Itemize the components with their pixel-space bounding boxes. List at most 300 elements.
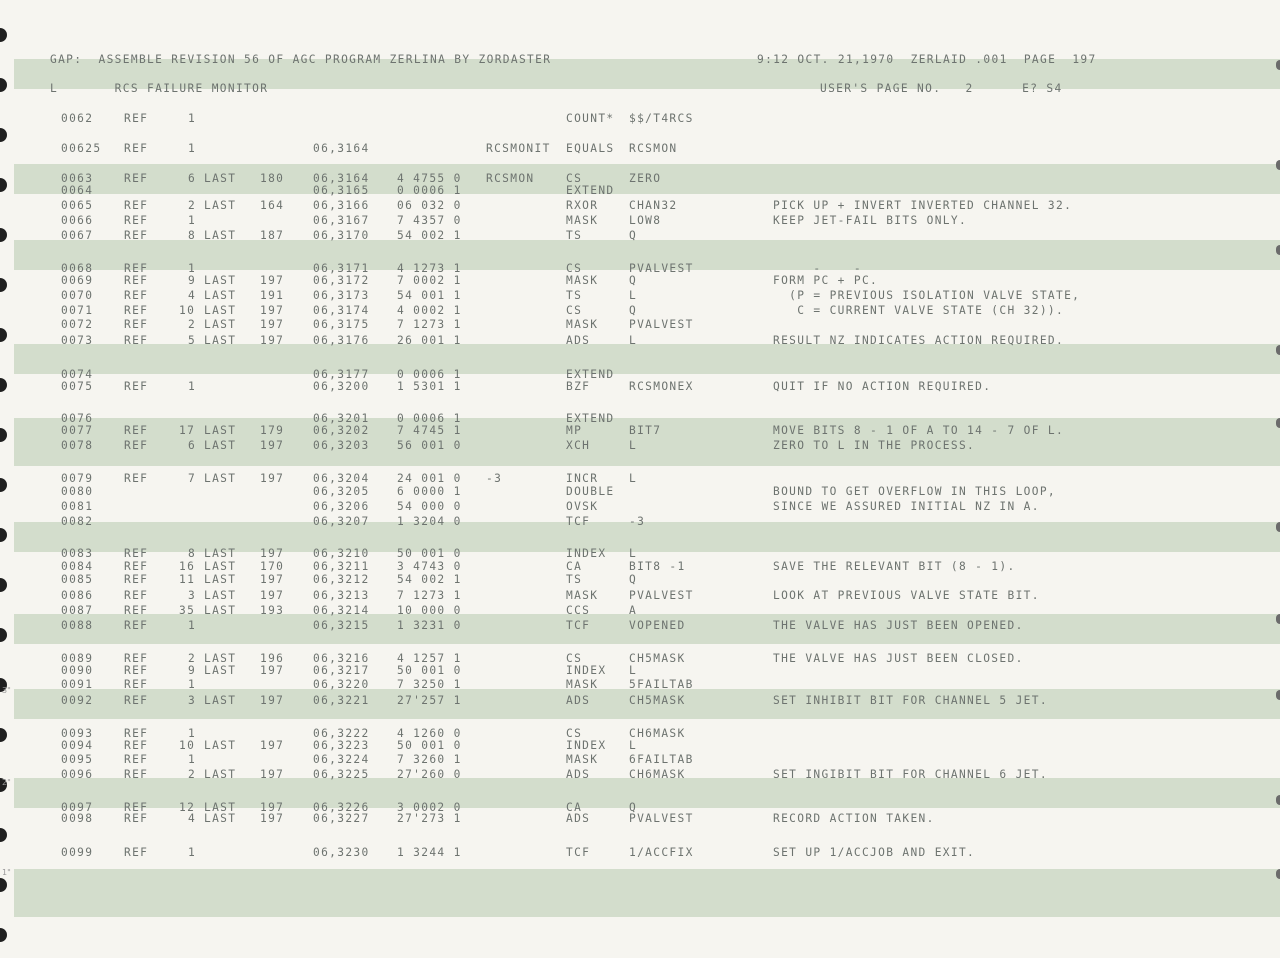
listing-op: TCF <box>566 846 591 859</box>
green-bar-band <box>14 344 1280 374</box>
listing-loc: 0070 <box>61 289 94 302</box>
listing-word: 0 0006 1 <box>397 368 462 381</box>
listing-word: 54 000 0 <box>397 500 462 513</box>
listing-addr: 06,3222 <box>313 727 370 740</box>
listing-op: EXTEND <box>566 412 615 425</box>
listing-comment: THE VALVE HAS JUST BEEN CLOSED. <box>773 652 1024 665</box>
listing-ref: REF <box>124 229 149 242</box>
listing-ref: REF <box>124 801 149 814</box>
listing-refn: 2 <box>188 768 197 781</box>
listing-op: MASK <box>566 589 599 602</box>
listing-label: RCSMONIT <box>486 142 551 155</box>
listing-word: 06 032 0 <box>397 199 462 212</box>
listing-loc: 0096 <box>61 768 94 781</box>
listing-lastn: 197 <box>260 274 285 287</box>
listing-ref: REF <box>124 846 149 859</box>
listing-addr: 06,3226 <box>313 801 370 814</box>
listing-operand: 5FAILTAB <box>629 678 694 691</box>
listing-loc: 0087 <box>61 604 94 617</box>
listing-op: TCF <box>566 515 591 528</box>
listing-loc: 0062 <box>61 112 94 125</box>
listing-last: LAST <box>204 589 237 602</box>
listing-op: MASK <box>566 678 599 691</box>
listing-loc: 00625 <box>61 142 102 155</box>
listing-ref: REF <box>124 768 149 781</box>
listing-comment: QUIT IF NO ACTION REQUIRED. <box>773 380 992 393</box>
margin-mark: 1" <box>2 868 11 877</box>
listing-operand: CH6MASK <box>629 727 686 740</box>
listing-op: MP <box>566 424 583 437</box>
listing-addr: 06,3174 <box>313 304 370 317</box>
listing-ref: REF <box>124 652 149 665</box>
listing-loc: 0071 <box>61 304 94 317</box>
listing-refn: 11 <box>179 573 196 586</box>
listing-addr: 06,3217 <box>313 664 370 677</box>
listing-word: 3 0002 0 <box>397 801 462 814</box>
listing-last: LAST <box>204 547 237 560</box>
listing-operand: CH5MASK <box>629 694 686 707</box>
listing-operand: LOW8 <box>629 214 662 227</box>
feed-hole <box>1276 345 1280 355</box>
listing-loc: 0067 <box>61 229 94 242</box>
feed-hole <box>0 128 7 142</box>
listing-refn: 1 <box>188 727 197 740</box>
feed-hole <box>0 878 7 892</box>
feed-hole <box>1276 614 1280 624</box>
listing-label: -3 <box>486 472 503 485</box>
listing-operand: -3 <box>629 515 646 528</box>
feed-hole <box>1276 690 1280 700</box>
listing-word: 3 4743 0 <box>397 560 462 573</box>
listing-loc: 0091 <box>61 678 94 691</box>
listing-word: 0 0006 1 <box>397 184 462 197</box>
listing-word: 26 001 1 <box>397 334 462 347</box>
listing-loc: 0075 <box>61 380 94 393</box>
listing-ref: REF <box>124 304 149 317</box>
listing-lastn: 197 <box>260 547 285 560</box>
listing-refn: 3 <box>188 694 197 707</box>
listing-lastn: 180 <box>260 172 285 185</box>
listing-last: LAST <box>204 560 237 573</box>
listing-operand: Q <box>629 229 638 242</box>
listing-addr: 06,3167 <box>313 214 370 227</box>
listing-loc: 0069 <box>61 274 94 287</box>
listing-word: 54 002 1 <box>397 229 462 242</box>
listing-loc: 0078 <box>61 439 94 452</box>
listing-lastn: 197 <box>260 334 285 347</box>
listing-word: 1 3244 1 <box>397 846 462 859</box>
listing-comment: RESULT NZ INDICATES ACTION REQUIRED. <box>773 334 1065 347</box>
listing-addr: 06,3172 <box>313 274 370 287</box>
feed-hole <box>0 428 7 442</box>
listing-refn: 1 <box>188 112 197 125</box>
listing-refn: 1 <box>188 214 197 227</box>
listing-operand: L <box>629 739 638 752</box>
listing-loc: 0090 <box>61 664 94 677</box>
listing-addr: 06,3200 <box>313 380 370 393</box>
listing-ref: REF <box>124 694 149 707</box>
listing-addr: 06,3164 <box>313 142 370 155</box>
listing-comment: SET INGIBIT BIT FOR CHANNEL 6 JET. <box>773 768 1048 781</box>
listing-last: LAST <box>204 439 237 452</box>
listing-op: CS <box>566 727 583 740</box>
listing-op: DOUBLE <box>566 485 615 498</box>
listing-loc: 0098 <box>61 812 94 825</box>
listing-last: LAST <box>204 739 237 752</box>
listing-word: 1 3204 0 <box>397 515 462 528</box>
listing-operand: Q <box>629 801 638 814</box>
listing-op: CS <box>566 652 583 665</box>
listing-refn: 1 <box>188 142 197 155</box>
listing-addr: 06,3164 <box>313 172 370 185</box>
listing-addr: 06,3176 <box>313 334 370 347</box>
listing-word: 1 5301 1 <box>397 380 462 393</box>
listing-refn: 1 <box>188 619 197 632</box>
green-bar-band <box>14 869 1280 917</box>
listing-operand: BIT8 -1 <box>629 560 686 573</box>
feed-hole <box>0 528 7 542</box>
listing-lastn: 197 <box>260 318 285 331</box>
listing-comment: PICK UP + INVERT INVERTED CHANNEL 32. <box>773 199 1073 212</box>
listing-addr: 06,3202 <box>313 424 370 437</box>
listing-operand: L <box>629 334 638 347</box>
listing-operand: RCSMONEX <box>629 380 694 393</box>
listing-refn: 12 <box>179 801 196 814</box>
listing-last: LAST <box>204 694 237 707</box>
listing-loc: 0068 <box>61 262 94 275</box>
listing-comment: (P = PREVIOUS ISOLATION VALVE STATE, <box>773 289 1081 302</box>
listing-last: LAST <box>204 604 237 617</box>
listing-operand: $$/T4RCS <box>629 112 694 125</box>
listing-refn: 2 <box>188 318 197 331</box>
listing-refn: 9 <box>188 274 197 287</box>
listing-ref: REF <box>124 560 149 573</box>
listing-addr: 06,3201 <box>313 412 370 425</box>
listing-lastn: 197 <box>260 664 285 677</box>
listing-lastn: 179 <box>260 424 285 437</box>
listing-operand: Q <box>629 573 638 586</box>
listing-lastn: 196 <box>260 652 285 665</box>
listing-refn: 1 <box>188 753 197 766</box>
listing-addr: 06,3207 <box>313 515 370 528</box>
listing-last: LAST <box>204 304 237 317</box>
feed-hole <box>0 628 7 642</box>
tractor-feed-left <box>0 0 10 958</box>
listing-word: 54 002 1 <box>397 573 462 586</box>
listing-addr: 06,3212 <box>313 573 370 586</box>
listing-word: 27'273 1 <box>397 812 462 825</box>
listing-refn: 1 <box>188 380 197 393</box>
listing-lastn: 197 <box>260 768 285 781</box>
listing-lastn: 197 <box>260 812 285 825</box>
listing-loc: 0093 <box>61 727 94 740</box>
listing-comment: FORM PC + PC. <box>773 274 879 287</box>
listing-refn: 7 <box>188 472 197 485</box>
listing-ref: REF <box>124 753 149 766</box>
listing-word: 10 000 0 <box>397 604 462 617</box>
listing-refn: 8 <box>188 547 197 560</box>
listing-comment: RECORD ACTION TAKEN. <box>773 812 935 825</box>
listing-op: MASK <box>566 274 599 287</box>
listing-op: RXOR <box>566 199 599 212</box>
feed-hole <box>0 228 7 242</box>
listing-op: BZF <box>566 380 591 393</box>
listing-last: LAST <box>204 424 237 437</box>
listing-operand: PVALVEST <box>629 589 694 602</box>
listing-word: 50 001 0 <box>397 547 462 560</box>
listing-refn: 10 <box>179 304 196 317</box>
feed-hole <box>1276 160 1280 170</box>
listing-ref: REF <box>124 619 149 632</box>
listing-addr: 06,3211 <box>313 560 370 573</box>
listing-operand: L <box>629 472 638 485</box>
listing-refn: 3 <box>188 589 197 602</box>
listing-addr: 06,3227 <box>313 812 370 825</box>
listing-loc: 0082 <box>61 515 94 528</box>
listing-operand: CH5MASK <box>629 652 686 665</box>
listing-op: EQUALS <box>566 142 615 155</box>
listing-op: INDEX <box>566 547 607 560</box>
margin-mark: 3" <box>2 686 11 695</box>
listing-comment: BOUND TO GET OVERFLOW IN THIS LOOP, <box>773 485 1056 498</box>
listing-ref: REF <box>124 589 149 602</box>
feed-hole <box>0 378 7 392</box>
listing-addr: 06,3177 <box>313 368 370 381</box>
listing-loc: 0084 <box>61 560 94 573</box>
listing-refn: 2 <box>188 652 197 665</box>
listing-loc: 0080 <box>61 485 94 498</box>
listing-op: CS <box>566 262 583 275</box>
listing-word: 54 001 1 <box>397 289 462 302</box>
listing-addr: 06,3175 <box>313 318 370 331</box>
listing-operand: BIT7 <box>629 424 662 437</box>
feed-hole <box>0 178 7 192</box>
listing-addr: 06,3165 <box>313 184 370 197</box>
listing-addr: 06,3170 <box>313 229 370 242</box>
feed-hole <box>0 78 7 92</box>
feed-hole <box>0 728 7 742</box>
listing-op: ADS <box>566 768 591 781</box>
listing-addr: 06,3223 <box>313 739 370 752</box>
listing-last: LAST <box>204 334 237 347</box>
listing-ref: REF <box>124 664 149 677</box>
listing-refn: 2 <box>188 199 197 212</box>
listing-addr: 06,3203 <box>313 439 370 452</box>
listing-ref: REF <box>124 142 149 155</box>
listing-last: LAST <box>204 472 237 485</box>
listing-last: LAST <box>204 801 237 814</box>
listing-ref: REF <box>124 472 149 485</box>
listing-loc: 0063 <box>61 172 94 185</box>
listing-ref: REF <box>124 262 149 275</box>
listing-addr: 06,3171 <box>313 262 370 275</box>
listing-operand: ZERO <box>629 172 662 185</box>
listing-operand: L <box>629 547 638 560</box>
listing-word: 56 001 0 <box>397 439 462 452</box>
feed-hole <box>1276 522 1280 532</box>
listing-loc: 0097 <box>61 801 94 814</box>
listing-ref: REF <box>124 214 149 227</box>
listing-comment: SET INHIBIT BIT FOR CHANNEL 5 JET. <box>773 694 1048 707</box>
listing-ref: REF <box>124 318 149 331</box>
listing-comment: LOOK AT PREVIOUS VALVE STATE BIT. <box>773 589 1040 602</box>
listing-op: ADS <box>566 334 591 347</box>
listing-refn: 9 <box>188 664 197 677</box>
listing-last: LAST <box>204 172 237 185</box>
listing-addr: 06,3221 <box>313 694 370 707</box>
listing-ref: REF <box>124 289 149 302</box>
listing-operand: VOPENED <box>629 619 686 632</box>
listing-loc: 0099 <box>61 846 94 859</box>
feed-hole <box>0 828 7 842</box>
margin-mark: 2" <box>2 778 11 787</box>
header-section-title: L RCS FAILURE MONITOR <box>50 82 269 95</box>
listing-addr: 06,3205 <box>313 485 370 498</box>
listing-op: CA <box>566 801 583 814</box>
feed-hole <box>0 928 7 942</box>
listing-op: INCR <box>566 472 599 485</box>
listing-ref: REF <box>124 439 149 452</box>
listing-loc: 0074 <box>61 368 94 381</box>
listing-word: 4 4755 0 <box>397 172 462 185</box>
listing-refn: 16 <box>179 560 196 573</box>
feed-hole <box>0 28 7 42</box>
listing-word: 50 001 0 <box>397 739 462 752</box>
listing-comment: KEEP JET-FAIL BITS ONLY. <box>773 214 968 227</box>
listing-addr: 06,3173 <box>313 289 370 302</box>
listing-word: 27'257 1 <box>397 694 462 707</box>
listing-ref: REF <box>124 739 149 752</box>
header-date-page: 9:12 OCT. 21,1970 ZERLAID .001 PAGE 197 <box>757 53 1097 66</box>
listing-op: EXTEND <box>566 184 615 197</box>
listing-comment: C = CURRENT VALVE STATE (CH 32)). <box>773 304 1065 317</box>
listing-op: ADS <box>566 812 591 825</box>
listing-comment: SAVE THE RELEVANT BIT (8 - 1). <box>773 560 1016 573</box>
listing-op: ADS <box>566 694 591 707</box>
listing-op: INDEX <box>566 739 607 752</box>
listing-last: LAST <box>204 812 237 825</box>
listing-comment: ZERO TO L IN THE PROCESS. <box>773 439 976 452</box>
listing-addr: 06,3215 <box>313 619 370 632</box>
listing-refn: 1 <box>188 262 197 275</box>
listing-lastn: 197 <box>260 589 285 602</box>
listing-refn: 1 <box>188 678 197 691</box>
listing-last: LAST <box>204 768 237 781</box>
listing-op: XCH <box>566 439 591 452</box>
listing-comment: MOVE BITS 8 - 1 OF A TO 14 - 7 OF L. <box>773 424 1065 437</box>
listing-word: 24 001 0 <box>397 472 462 485</box>
listing-addr: 06,3210 <box>313 547 370 560</box>
listing-addr: 06,3224 <box>313 753 370 766</box>
feed-hole <box>1276 869 1280 879</box>
listing-op: COUNT* <box>566 112 615 125</box>
listing-addr: 06,3230 <box>313 846 370 859</box>
feed-hole <box>1276 60 1280 70</box>
listing-last: LAST <box>204 318 237 331</box>
listing-ref: REF <box>124 573 149 586</box>
feed-hole <box>1276 418 1280 428</box>
listing-operand: RCSMON <box>629 142 678 155</box>
listing-refn: 1 <box>188 846 197 859</box>
listing-refn: 17 <box>179 424 196 437</box>
listing-op: MASK <box>566 214 599 227</box>
listing-ref: REF <box>124 604 149 617</box>
listing-loc: 0064 <box>61 184 94 197</box>
feed-hole <box>1276 245 1280 255</box>
feed-hole <box>0 278 7 292</box>
listing-lastn: 164 <box>260 199 285 212</box>
listing-loc: 0076 <box>61 412 94 425</box>
listing-lastn: 197 <box>260 472 285 485</box>
listing-label: RCSMON <box>486 172 535 185</box>
listing-loc: 0077 <box>61 424 94 437</box>
listing-lastn: 197 <box>260 439 285 452</box>
listing-last: LAST <box>204 664 237 677</box>
listing-word: 1 3231 0 <box>397 619 462 632</box>
listing-word: 7 3250 1 <box>397 678 462 691</box>
feed-hole <box>0 328 7 342</box>
listing-lastn: 197 <box>260 694 285 707</box>
listing-word: 50 001 0 <box>397 664 462 677</box>
listing-word: 6 0000 1 <box>397 485 462 498</box>
listing-ref: REF <box>124 172 149 185</box>
listing-refn: 4 <box>188 289 197 302</box>
listing-loc: 0065 <box>61 199 94 212</box>
listing-op: TCF <box>566 619 591 632</box>
listing-last: LAST <box>204 274 237 287</box>
listing-last: LAST <box>204 573 237 586</box>
listing-addr: 06,3216 <box>313 652 370 665</box>
listing-ref: REF <box>124 274 149 287</box>
listing-last: LAST <box>204 289 237 302</box>
listing-refn: 5 <box>188 334 197 347</box>
listing-ref: REF <box>124 678 149 691</box>
listing-word: 7 4745 1 <box>397 424 462 437</box>
listing-loc: 0088 <box>61 619 94 632</box>
listing-op: EXTEND <box>566 368 615 381</box>
listing-lastn: 197 <box>260 739 285 752</box>
listing-operand: 1/ACCFIX <box>629 846 694 859</box>
listing-loc: 0085 <box>61 573 94 586</box>
listing-lastn: 187 <box>260 229 285 242</box>
listing-lastn: 191 <box>260 289 285 302</box>
listing-operand: Q <box>629 304 638 317</box>
listing-operand: 6FAILTAB <box>629 753 694 766</box>
listing-operand: CH6MASK <box>629 768 686 781</box>
listing-loc: 0083 <box>61 547 94 560</box>
listing-operand: L <box>629 439 638 452</box>
listing-last: LAST <box>204 199 237 212</box>
tractor-feed-right <box>1270 0 1280 958</box>
listing-word: 7 1273 1 <box>397 318 462 331</box>
listing-lastn: 197 <box>260 304 285 317</box>
listing-loc: 0089 <box>61 652 94 665</box>
listing-operand: PVALVEST <box>629 318 694 331</box>
listing-loc: 0094 <box>61 739 94 752</box>
listing-word: 7 3260 1 <box>397 753 462 766</box>
listing-ref: REF <box>124 812 149 825</box>
listing-addr: 06,3204 <box>313 472 370 485</box>
listing-operand: PVALVEST <box>629 812 694 825</box>
listing-op: OVSK <box>566 500 599 513</box>
listing-addr: 06,3225 <box>313 768 370 781</box>
feed-hole <box>1276 795 1280 805</box>
feed-hole <box>0 578 7 592</box>
listing-comment: SINCE WE ASSURED INITIAL NZ IN A. <box>773 500 1040 513</box>
listing-word: 4 1273 1 <box>397 262 462 275</box>
feed-hole <box>0 478 7 492</box>
listing-ref: REF <box>124 380 149 393</box>
